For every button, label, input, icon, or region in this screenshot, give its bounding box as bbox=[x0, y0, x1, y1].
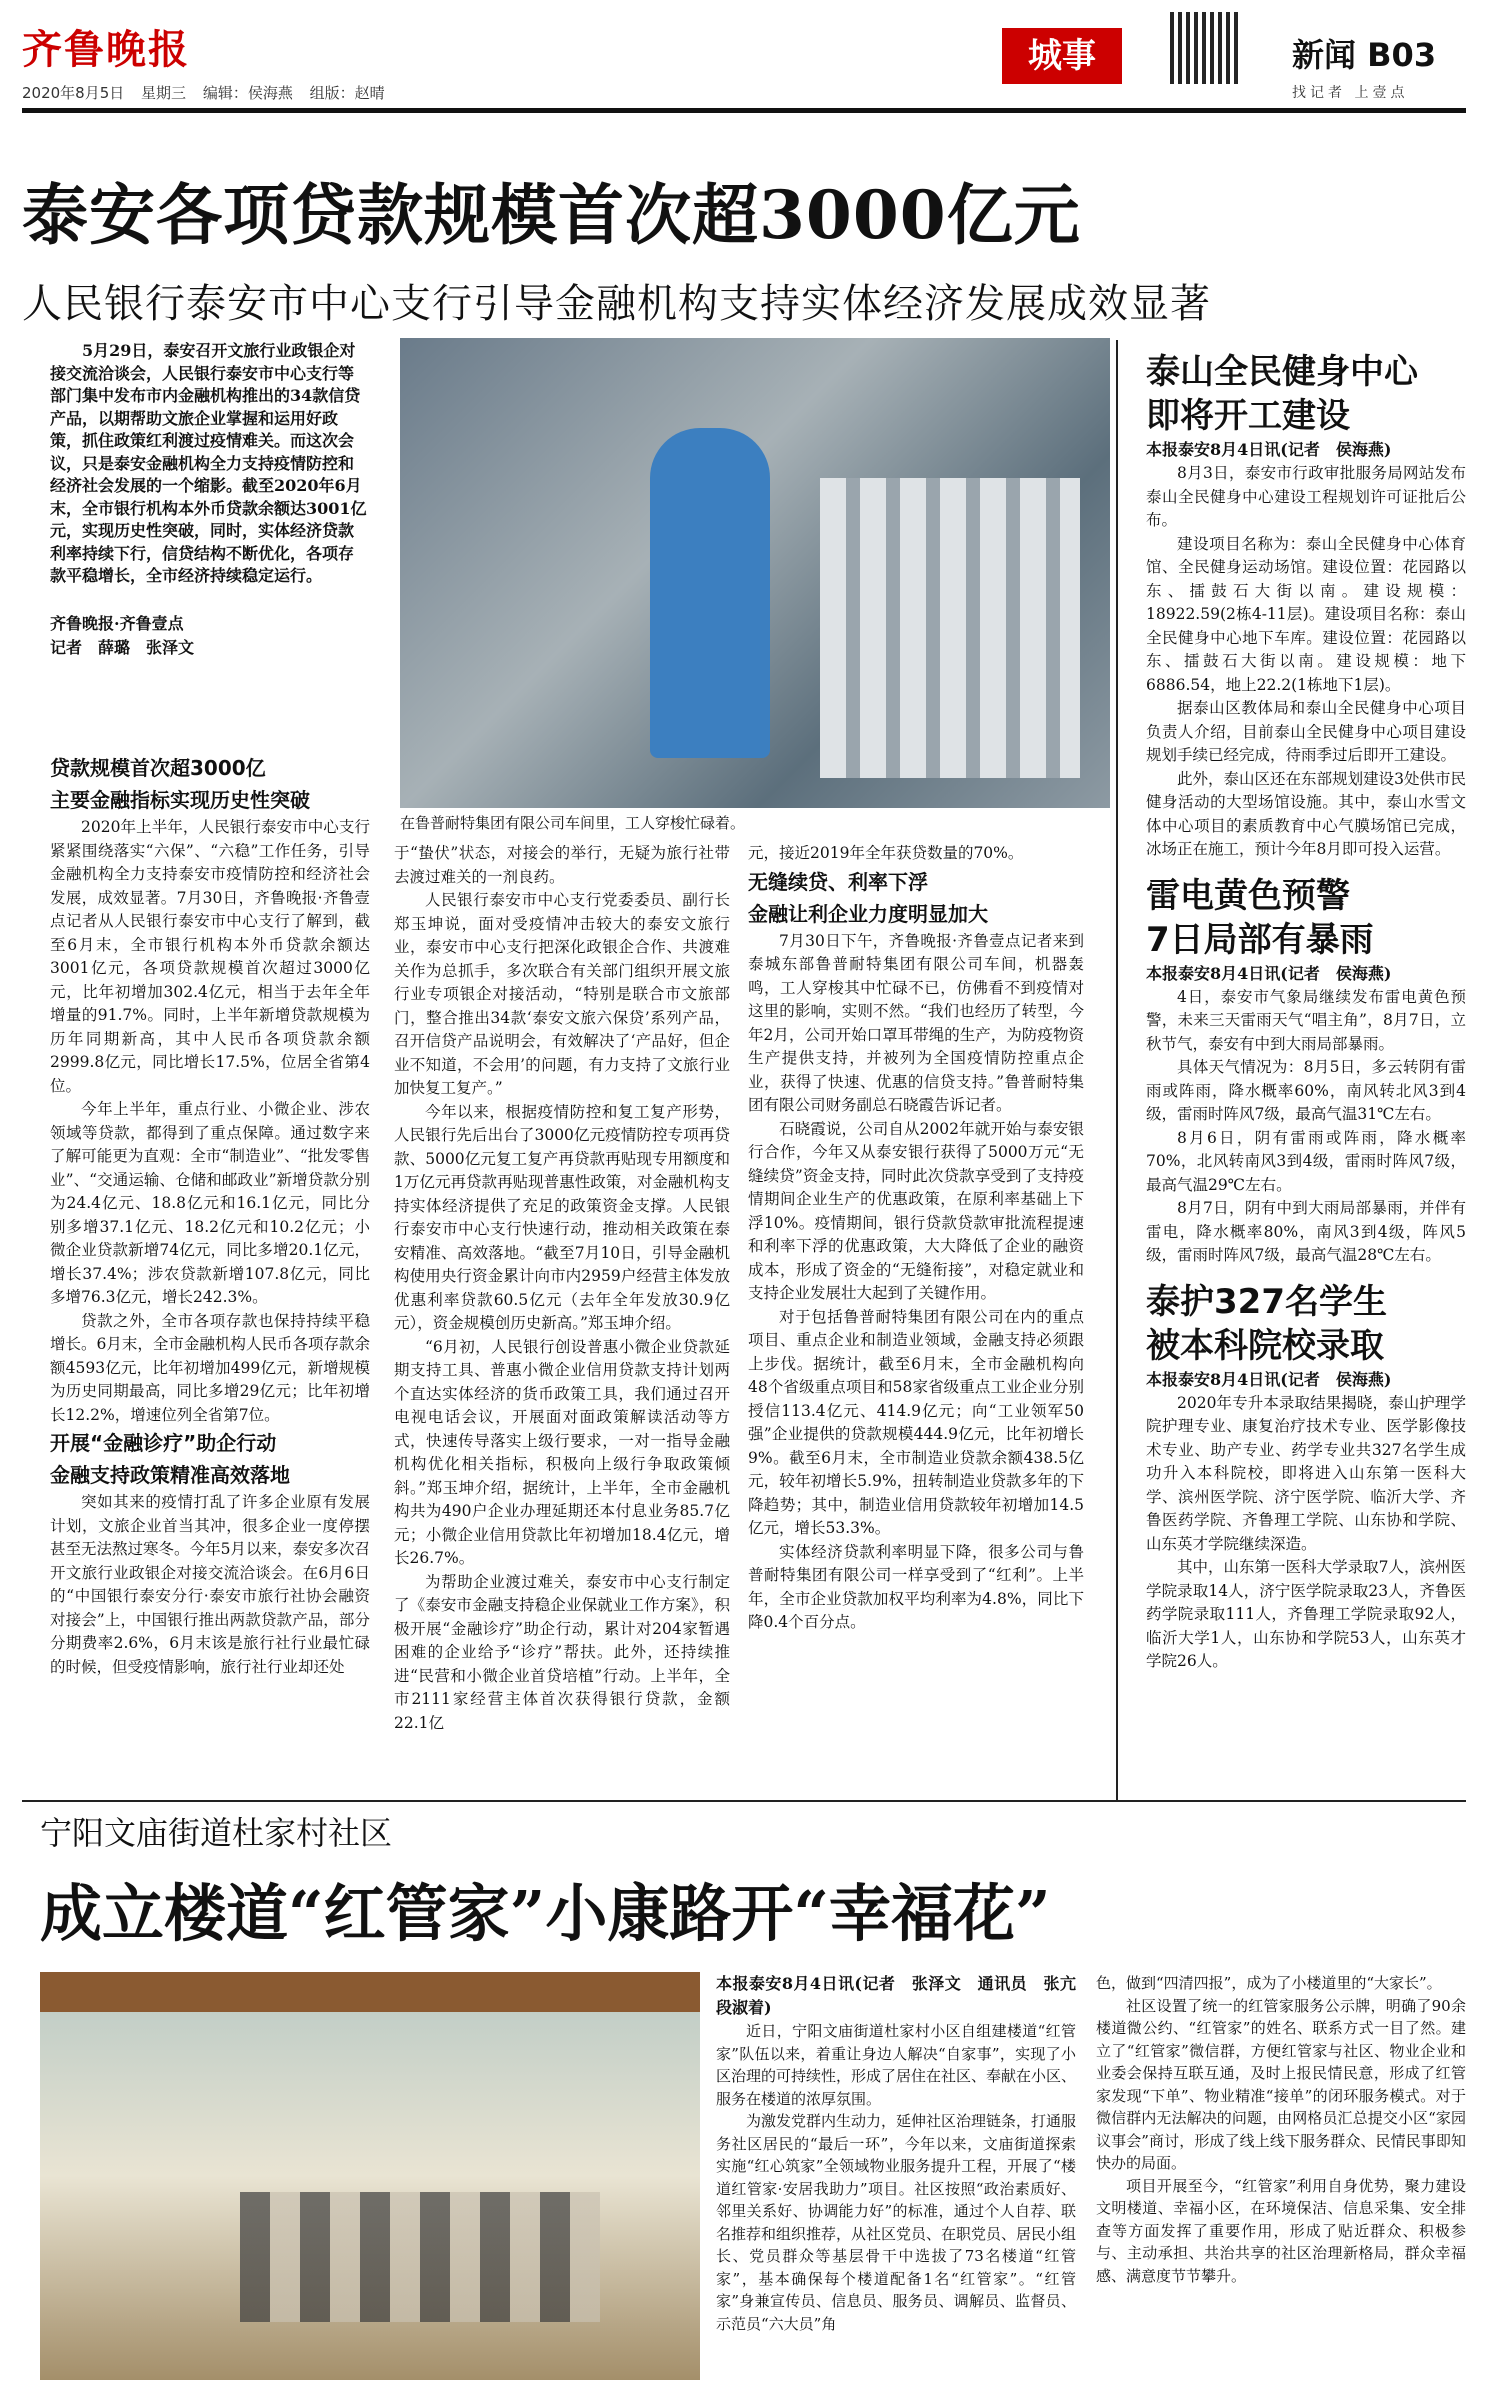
paragraph: 元，接近2019年全年获贷数量的70%。 bbox=[748, 844, 1024, 862]
rail-story-2-title-a: 雷电黄色预警 bbox=[1146, 875, 1350, 916]
article-col-2 bbox=[394, 842, 730, 1735]
rail-story-1-title-b: 即将开工建设 bbox=[1146, 396, 1350, 436]
spools-figure bbox=[820, 478, 1080, 778]
bottom-divider bbox=[22, 1800, 1466, 1802]
paragraph: 今年以来，根据疫情防控和复工复产形势，人民银行先后出台了3000亿元疫情防控专项再贷款、5000亿元复工复产再贷款再贴现专用额度和1万亿元再贷款再贴现普惠性政策，对金融机构支持实体经济提供了充足的政策资金支撑。人民银行泰安市中心支行快速行动，推动相关政策在泰安精准、高效落地。“截至7月10日，引导金融机构使用央行资金累计向市内2959户经营主体发放优惠利率贷款60.5亿元（去年全年发放30.9亿元），资金规模创历史新高。”郑玉坤介绍。 bbox=[394, 1102, 730, 1332]
issue-date: 2020年8月5日 bbox=[22, 84, 125, 102]
paragraph: 石晓霞说，公司自从2002年就开始与泰安银行合作，今年又从泰安银行获得了5000万元“无缝续贷”资金支持，同时此次贷款享受到了支持疫情期间企业生产的优惠政策，在原利率基础上下浮10%。疫情期间，银行贷款贷款审批流程提速和利率下浮的优惠政策，大大降低了企业的融资成本，形成了资金的“无缝衔接”，对稳定就业和支持企业发展壮大起到了关键作用。 bbox=[748, 1119, 1084, 1302]
paragraph: 4日，泰安市气象局继续发布雷电黄色预警，未来三天雷雨天气“唱主角”，8月7日，立秋节气，泰安有中到大雨局部暴雨。 bbox=[1146, 987, 1466, 1053]
paragraph: 2020年专升本录取结果揭晓，泰山护理学院护理专业、康复治疗技术专业、医学影像技术专业、助产专业、药学专业共327名学生成功升入本科院校，即将进入山东第一医科大学、滨州医学院、济宁医学院、临沂大学、齐鲁医药学院、齐鲁理工学院、山东协和学院、山东英才学院继续深造。 bbox=[1146, 1393, 1466, 1553]
paragraph: 8月3日，泰安市行政审批服务局网站发布泰山全民健身中心建设工程规划许可证批后公布。 bbox=[1146, 464, 1466, 529]
residents-figure bbox=[240, 2192, 600, 2322]
lead-box bbox=[50, 340, 368, 766]
rail-divider bbox=[1116, 340, 1118, 1800]
paragraph: 于“蛰伏”状态，对接会的举行，无疑为旅行社带去渡过难关的一剂良药。 bbox=[394, 844, 730, 886]
story2-col-2 bbox=[1096, 1972, 1466, 2287]
community-photo bbox=[40, 1972, 700, 2380]
paragraph: 此外，泰山区还在东部规划建设3处供市民健身活动的大型场馆设施。其中，泰山水雪文体中心项目的素质教育中心气膜场馆已完成，冰场正在施工，预计今年8月即可投入运营。 bbox=[1146, 769, 1466, 858]
section-tag: 城事 bbox=[1002, 28, 1122, 84]
section-2-heading-a: 开展“金融诊疗”助企行动 bbox=[50, 1431, 277, 1455]
photo-caption: 在鲁普耐特集团有限公司车间里，工人穿梭忙碌着。 bbox=[400, 814, 746, 832]
issue-meta bbox=[22, 82, 397, 103]
factory-photo bbox=[400, 338, 1110, 808]
rail-story-2-byline: 本报泰安8月4日讯(记者 侯海燕) bbox=[1146, 963, 1392, 983]
paragraph: 突如其来的疫情打乱了许多企业原有发展计划，文旅企业首当其冲，很多企业一度停摆甚至无法熬过寒冬。今年5月以来，泰安多次召开文旅行业政银企对接交流洽谈会。在6月6日的“中国银行泰安分行·泰安市旅行社协会融资对接会”上，中国银行推出两款贷款产品，部分分期费率2.6%，6月末该是旅行社行业最忙碌的时候，但受疫情影响，旅行社行业却还处 bbox=[50, 1493, 370, 1676]
paragraph: 8月7日，阴有中到大雨局部暴雨，并伴有雷电，降水概率80%，南风3到4级，阵风5级，雷雨时阵风7级，最高气温28℃左右。 bbox=[1146, 1199, 1466, 1264]
lead-text: 5月29日，泰安召开文旅行业政银企对接交流洽谈会，人民银行泰安市中心支行等部门集中发布市内金融机构推出的34款信贷产品，以期帮助文旅企业掌握和运用好政策，抓住政策红利渡过疫情难关。而这次会议，只是泰安金融机构全力支持疫情防控和经济社会发展的一个缩影。截至2020年6月末，全市银行机构本外币贷款余额达3001亿元，实现历史性突破，同时，实体经济贷款利率持续下行，信贷结构不断优化，各项存款平稳增长，全市经济持续稳定运行。 bbox=[50, 341, 367, 585]
paragraph: 人民银行泰安市中心支行党委委员、副行长郑玉坤说，面对受疫情冲击较大的泰安文旅行业，泰安市中心支行把深化政银企合作、共渡难关作为总抓手，多次联合有关部门组织开展文旅行业专项银企对接活动，“特别是联合市文旅部门，整合推出34款‘泰安文旅六保贷’系列产品，召开信贷产品说明会，有效解决了‘产品好，但企业不知道，不会用’的问题，有力支持了文旅行业加快复工复产。” bbox=[394, 891, 730, 1097]
section-1-heading-b: 主要金融指标实现历史性突破 bbox=[50, 788, 310, 812]
paragraph: 今年上半年，重点行业、小微企业、涉农领域等贷款，都得到了重点保障。通过数字来了解可能更为直观：全市“制造业”、“批发零售业”、“交通运输、仓储和邮政业”新增贷款分别为24.4亿元、18.8亿元和16.1亿元，同比分别多增37.1亿元、18.2亿元和10.2亿元；小微企业贷款新增74亿元，同比多增20.1亿元，增长37.4%；涉农贷款新增107.8亿元，同比多增76.3亿元，增长242.3%。 bbox=[50, 1100, 370, 1306]
masthead-logo: 齐鲁晚报 bbox=[22, 26, 190, 73]
paragraph: 对于包括鲁普耐特集团有限公司在内的重点项目、重点企业和制造业领域，金融支持必须跟上步伐。据统计，截至6月末，全市金融机构向48个省级重点项目和58家省级重点工业企业分别授信113.4亿元、414.9亿元；向“工业领军50强”企业提供的贷款规模444.9亿元，比年初增长9%。截至6月末，全市制造业贷款余额438.5亿元，较年初增长5.9%，扭转制造业贷款多年的下降趋势；其中，制造业信用贷款较年初增加14.5亿元，增长53.3%。 bbox=[748, 1307, 1084, 1537]
article-col-1 bbox=[50, 752, 370, 1679]
worker-figure bbox=[650, 428, 770, 758]
story2-kicker: 宁阳文庙街道杜家村社区 bbox=[40, 1814, 393, 1852]
rail-story-3-title-b: 被本科院校录取 bbox=[1146, 1325, 1384, 1366]
paragraph: 社区设置了统一的红管家服务公示牌，明确了90余楼道微公约、“红管家”的姓名、联系方式一目了然。建立了“红管家”微信群，方便红管家与社区、物业企业和业委会保持互联互通，及时上报民情民意，形成了红管家发现“下单”、物业精准“接单”的闭环服务模式。对于微信群内无法解决的问题，由网格员汇总提交小区“家园议事会”商讨，形成了线上线下服务群众、民情民事即知快办的局面。 bbox=[1096, 1996, 1466, 2172]
paragraph: 2020年上半年，人民银行泰安市中心支行紧紧围绕落实“六保”、“六稳”工作任务，引导金融机构全力支持泰安市疫情防控和经济社会发展，成效显著。7月30日，齐鲁晚报·齐鲁壹点记者从人民银行泰安市中心支行了解到，截至6月末，全市银行机构本外币贷款余额达3001亿元，各项贷款规模首次超过3000亿元，比年初增加302.4亿元，相当于去年全年增量的91.7%。同时，上半年新增贷款规模为历年同期新高，其中人民币各项贷款余额2999.8亿元，同比增长17.5%，位居全省第4位。 bbox=[50, 818, 370, 1095]
pergola-figure bbox=[40, 1972, 700, 2012]
rail-story-1-title-a: 泰山全民健身中心 bbox=[1146, 352, 1418, 392]
article-col-3 bbox=[748, 842, 1084, 1635]
paragraph: 贷款之外，全市各项存款也保持持续平稳增长。6月末，全市金融机构人民币各项存款余额4593亿元，比年初增加499亿元，新增规模为历史同期最高，同比多增29亿元；比年初增长12.2%，增速位列全省第7位。 bbox=[50, 1311, 370, 1424]
masthead-rule bbox=[22, 108, 1466, 113]
rail-story-2-title-b: 7日局部有暴雨 bbox=[1146, 919, 1374, 960]
paragraph: 其中，山东第一医科大学录取7人，滨州医学院录取14人，济宁医学院录取23人，齐鲁医药学院录取111人，齐鲁理工学院录取92人，临沂大学1人，山东协和学院53人，山东英才学院26人。 bbox=[1146, 1558, 1466, 1670]
main-subhead: 人民银行泰安市中心支行引导金融机构支持实体经济发展成效显著 bbox=[22, 281, 1211, 327]
rail-story-3-title-a: 泰护327名学生 bbox=[1146, 1281, 1387, 1322]
rail-story-1-byline: 本报泰安8月4日讯(记者 侯海燕) bbox=[1146, 440, 1392, 459]
right-rail bbox=[1146, 350, 1466, 1674]
issue-weekday: 星期三 bbox=[141, 84, 187, 102]
paragraph: “6月初，人民银行创设普惠小微企业贷款延期支持工具、普惠小微企业信用贷款支持计划两个直达实体经济的货币政策工具，我们通过召开电视电话会议，开展面对面政策解读活动等方式，快速传导落实上级行要求，一对一指导金融机构优化相关指标，积极向上级行争取政策倾斜。”郑玉坤介绍，据统计，上半年，全市金融机构共为490户企业办理延期还本付息业务85.7亿元；小微企业信用贷款比年初增加18.4亿元，增长26.7%。 bbox=[394, 1337, 730, 1567]
paragraph: 为激发党群内生动力，延伸社区治理链条，打通服务社区居民的“最后一环”，今年以来，文庙街道探索实施“红心筑家”全领域物业服务提升工程，开展了“楼道红管家·安居我助力”项目。社区按照“政治素质好、邻里关系好、协调能力好”的标准，通过个人自荐、联名推荐和组织推荐，从社区党员、在职党员、居民小组长、党员群众等基层骨干中选拔了73名楼道“红管家”，基本确保每个楼道配备1名“红管家”。“红管家”身兼宣传员、信息员、服务员、调解员、监督员、示范员“六大员”角 bbox=[716, 2112, 1077, 2333]
paragraph: 据泰山区教体局和泰山全民健身中心项目负责人介绍，目前泰山全民健身中心项目建设规划手续已经完成，待雨季过后即开工建设。 bbox=[1146, 699, 1466, 764]
paragraph: 为帮助企业渡过难关，泰安市中心支行制定了《泰安市金融支持稳企业保就业工作方案》，积极开展“金融诊疗”助企行动，累计对204家暂遇困难的企业给予“诊疗”帮扶。此外，还持续推进“民营和小微企业首贷培植”行动。上半年，全市2111家经营主体首次获得银行贷款，金额22.1亿 bbox=[394, 1572, 730, 1732]
section-3-heading-b: 金融让利企业力度明显加大 bbox=[748, 901, 988, 926]
lead-byline-1: 齐鲁晚报·齐鲁壹点 bbox=[50, 613, 184, 633]
paragraph: 色，做到“四清四报”，成为了小楼道里的“大家长”。 bbox=[1096, 1974, 1442, 1992]
story2-byline: 本报泰安8月4日讯(记者 张泽文 通讯员 张亢 段淑着) bbox=[716, 1974, 1093, 2017]
issue-editor: 编辑：侯海燕 bbox=[202, 84, 293, 102]
main-headline: 泰安各项贷款规模首次超3000亿元 bbox=[22, 176, 1081, 254]
paragraph: 具体天气情况为：8月5日，多云转阴有雷雨或阵雨，降水概率60%，南风转北风3到4级，雷雨时阵风7级，最高气温31℃左右。 bbox=[1146, 1058, 1466, 1123]
page-section: 新闻 bbox=[1292, 36, 1357, 74]
paragraph: 近日，宁阳文庙街道杜家村小区自组建楼道“红管家”队伍以来，着重让身边人解决“自家事”，实现了小区治理的可持续性，形成了居住在社区、奉献在小区、服务在楼道的浓厚氛围。 bbox=[716, 2022, 1077, 2108]
section-1-heading-a: 贷款规模首次超3000亿 bbox=[50, 756, 266, 780]
story2-col-1 bbox=[716, 1972, 1093, 2335]
issue-design: 组版：赵晴 bbox=[309, 84, 385, 102]
paragraph: 8月6日，阴有雷雨或阵雨，降水概率70%，北风转南风3到4级，雷雨时阵风7级，最高气温29℃左右。 bbox=[1146, 1128, 1466, 1194]
qr-code-icon[interactable] bbox=[1170, 12, 1242, 84]
paragraph: 7月30日下午，齐鲁晚报·齐鲁壹点记者来到泰城东部鲁普耐特集团有限公司车间，机器轰鸣，工人穿梭其中忙碌不已，仿佛看不到疫情对这里的影响，实则不然。“我们也经历了转型，今年2月，公司开始口罩耳带绳的生产，为防疫物资生产提供支持，并被列为全国疫情防控重点企业，获得了快速、优惠的信贷支持。”鲁普耐特集团有限公司财务副总石晓霞告诉记者。 bbox=[748, 931, 1084, 1114]
lead-byline-2: 记者 薛璐 张泽文 bbox=[50, 637, 195, 657]
paragraph: 项目开展至今，“红管家”利用自身优势，聚力建设文明楼道、幸福小区，在环境保洁、信息采集、安全排查等方面发挥了重要作用，形成了贴近群众、积极参与、主动承担、共治共享的社区治理新格局，群众幸福感、满意度节节攀升。 bbox=[1096, 2176, 1466, 2285]
section-2-heading-b: 金融支持政策精准高效落地 bbox=[50, 1463, 290, 1487]
paragraph: 建设项目名称为：泰山全民健身中心体育馆、全民健身运动场馆。建设位置：花园路以东、擂鼓石大街以南。建设规模：18922.59(2栋4-11层)。建设项目名称：泰山全民健身中心地下车库。建设位置：花园路以东、擂鼓石大街以南。建设规模：地下6886.54，地上22.2(1栋地下1层)。 bbox=[1146, 534, 1466, 694]
paragraph: 实体经济贷款利率明显下降，很多公司与鲁普耐特集团有限公司一样享受到了“红利”。上半年，全市企业贷款加权平均利率为4.8%，同比下降0.4个百分点。 bbox=[748, 1542, 1084, 1631]
rail-story-3-byline: 本报泰安8月4日讯(记者 侯海燕) bbox=[1146, 1369, 1392, 1389]
page-number bbox=[1292, 30, 1436, 76]
section-3-heading-a: 无缝续贷、利率下浮 bbox=[748, 869, 928, 894]
page-slogan: 找记者 上壹点 bbox=[1292, 85, 1409, 101]
story2-headline: 成立楼道“红管家”小康路开“幸福花” bbox=[40, 1877, 1051, 1950]
page-no: B03 bbox=[1367, 36, 1437, 74]
